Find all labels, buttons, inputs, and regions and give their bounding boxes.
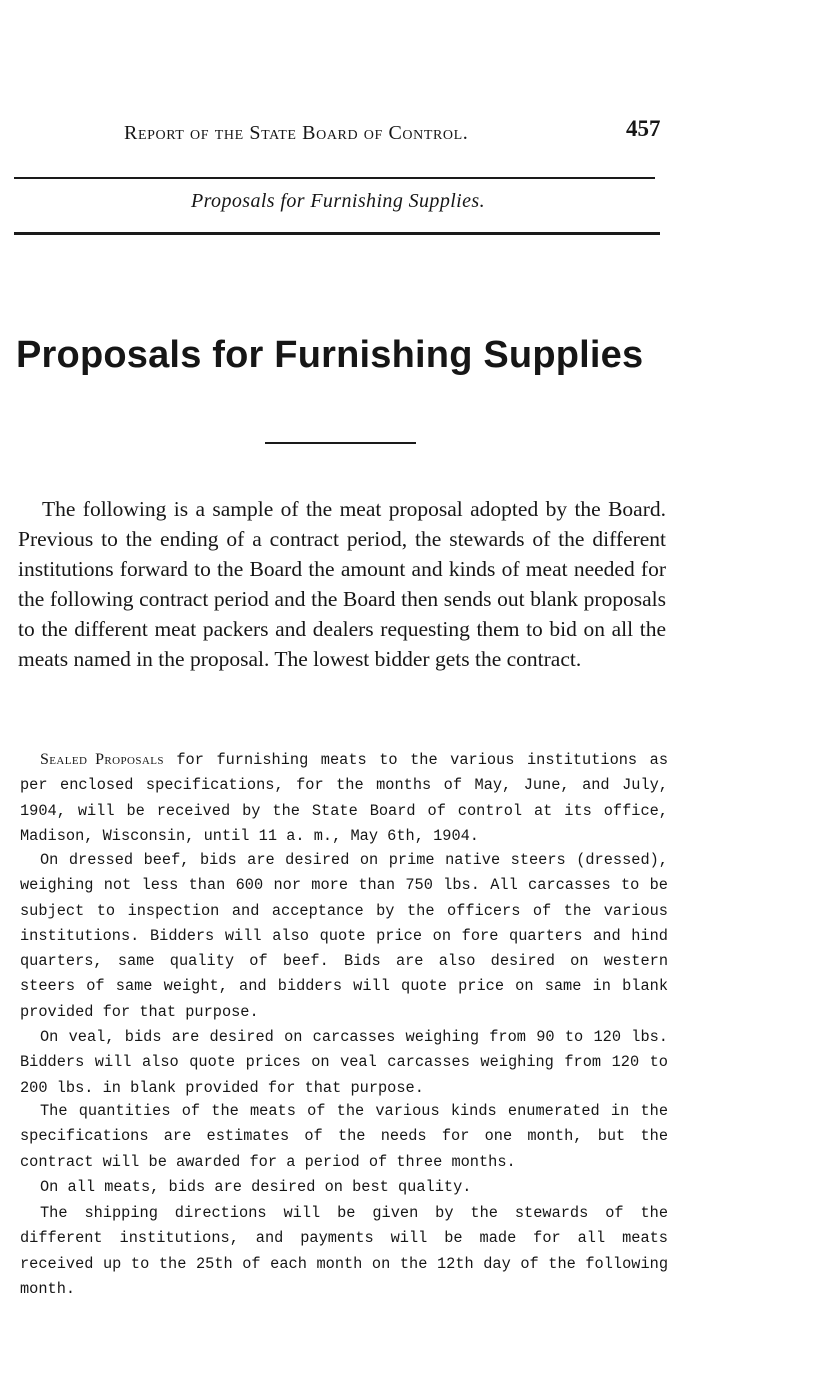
body-paragraph-quantities: The quantities of the meats of the various kinds enumerated in the specifications are estimates of the needs for one month, but the contract will be awarded for a period of three months.	[20, 1102, 668, 1171]
body-paragraph-shipping: The shipping directions will be given by the stewards of the different institutions, and payments will be made for all meats received up to the 25th of each month on the 12th day of the following month.	[20, 1204, 668, 1298]
running-header-title: Report of the State Board of Control.	[124, 122, 469, 144]
sealed-proposals-lead-in: Sealed Proposals	[40, 751, 164, 768]
article-title: Proposals for Furnishing Supplies	[16, 334, 644, 376]
header-rule-bottom	[14, 232, 660, 235]
header-rule-top	[14, 177, 655, 179]
title-divider	[265, 442, 416, 444]
page-number: 457	[626, 116, 661, 141]
intro-paragraph: The following is a sample of the meat proposal adopted by the Board. Previous to the ending of a contract period, the stewards of the different institutions forward to the Board the amount and kinds of meat needed for the following contract period and the Board then sends out blank proposals to the different meat packers and dealers requesting them to bid on all the meats named in the proposal. The lowest bidder gets the contract.	[18, 497, 666, 671]
body-paragraph-dressed-beef: On dressed beef, bids are desired on prime native steers (dressed), weighing not less than 600 nor more than 750 lbs. All carcasses to be subject to inspection and acceptance by the officers of the various institutions. Bidders will also quote price on fore quarters and hind quarters, same quality of beef. Bids are also desired on western steers of same weight, and bidders will quote price on same in blank provided for that purpose.	[20, 851, 668, 1021]
section-subtitle: Proposals for Furnishing Supplies.	[191, 190, 485, 212]
sealed-proposals-text: for furnishing meats to the various institutions as per enclosed specifications, for the months of May, June, and July, 1904, will be received by the State Board of control at its office, Madison, Wisconsin, until 11 a. m., May 6th, 1904.	[20, 751, 669, 845]
body-paragraph-quality: On all meats, bids are desired on best quality.	[40, 1178, 472, 1196]
running-header	[0, 112, 823, 152]
body-paragraph-sealed-proposals	[20, 747, 668, 849]
body-paragraph-veal: On veal, bids are desired on carcasses weighing from 90 to 120 lbs. Bidders will also quote prices on veal carcasses weighing from 120 to 200 lbs. in blank provided for that purpose.	[20, 1028, 668, 1097]
